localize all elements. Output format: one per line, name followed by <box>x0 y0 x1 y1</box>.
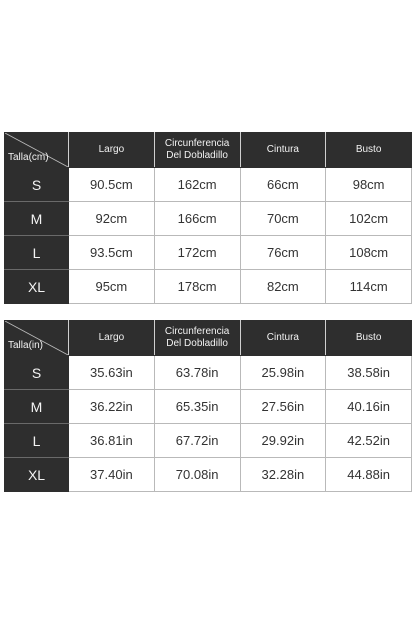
header-largo: Largo <box>69 321 155 356</box>
table-row <box>5 390 412 424</box>
size-label: S <box>5 168 69 202</box>
size-label: L <box>5 424 69 458</box>
value-cell: 36.81in <box>69 424 155 458</box>
value-cell: 102cm <box>326 202 412 236</box>
value-cell: 70.08in <box>154 458 240 492</box>
value-cell: 178cm <box>154 270 240 304</box>
value-cell: 93.5cm <box>69 236 155 270</box>
value-cell: 172cm <box>154 236 240 270</box>
value-cell: 67.72in <box>154 424 240 458</box>
value-cell: 76cm <box>240 236 326 270</box>
value-cell: 37.40in <box>69 458 155 492</box>
size-table-in <box>4 320 412 492</box>
size-label: XL <box>5 270 69 304</box>
size-unit-label: Talla(in) <box>8 340 44 351</box>
value-cell: 114cm <box>326 270 412 304</box>
header-cintura: Cintura <box>240 321 326 356</box>
value-cell: 66cm <box>240 168 326 202</box>
value-cell: 166cm <box>154 202 240 236</box>
value-cell: 108cm <box>326 236 412 270</box>
table-row <box>5 168 412 202</box>
header-busto: Busto <box>326 321 412 356</box>
header-busto: Busto <box>326 133 412 168</box>
value-cell: 162cm <box>154 168 240 202</box>
header-circunferencia: Circunferencia Del Dobladillo <box>154 133 240 168</box>
header-circunferencia: Circunferencia Del Dobladillo <box>154 321 240 356</box>
table-header-row <box>5 321 412 356</box>
value-cell: 92cm <box>69 202 155 236</box>
size-unit-label: Talla(cm) <box>8 152 49 163</box>
size-label: M <box>5 390 69 424</box>
value-cell: 36.22in <box>69 390 155 424</box>
table-row <box>5 270 412 304</box>
value-cell: 90.5cm <box>69 168 155 202</box>
value-cell: 95cm <box>69 270 155 304</box>
size-label: S <box>5 356 69 390</box>
value-cell: 27.56in <box>240 390 326 424</box>
value-cell: 40.16in <box>326 390 412 424</box>
value-cell: 29.92in <box>240 424 326 458</box>
table-row <box>5 424 412 458</box>
header-cintura: Cintura <box>240 133 326 168</box>
value-cell: 25.98in <box>240 356 326 390</box>
value-cell: 42.52in <box>326 424 412 458</box>
value-cell: 82cm <box>240 270 326 304</box>
table-header-row <box>5 133 412 168</box>
size-label: M <box>5 202 69 236</box>
table-row <box>5 458 412 492</box>
value-cell: 32.28in <box>240 458 326 492</box>
value-cell: 98cm <box>326 168 412 202</box>
table-row <box>5 356 412 390</box>
size-header-cell <box>5 321 69 356</box>
value-cell: 44.88in <box>326 458 412 492</box>
size-label: L <box>5 236 69 270</box>
header-largo: Largo <box>69 133 155 168</box>
table-row <box>5 236 412 270</box>
value-cell: 65.35in <box>154 390 240 424</box>
size-header-cell <box>5 133 69 168</box>
table-row <box>5 202 412 236</box>
value-cell: 70cm <box>240 202 326 236</box>
size-table-cm <box>4 132 412 304</box>
size-label: XL <box>5 458 69 492</box>
value-cell: 63.78in <box>154 356 240 390</box>
value-cell: 38.58in <box>326 356 412 390</box>
value-cell: 35.63in <box>69 356 155 390</box>
